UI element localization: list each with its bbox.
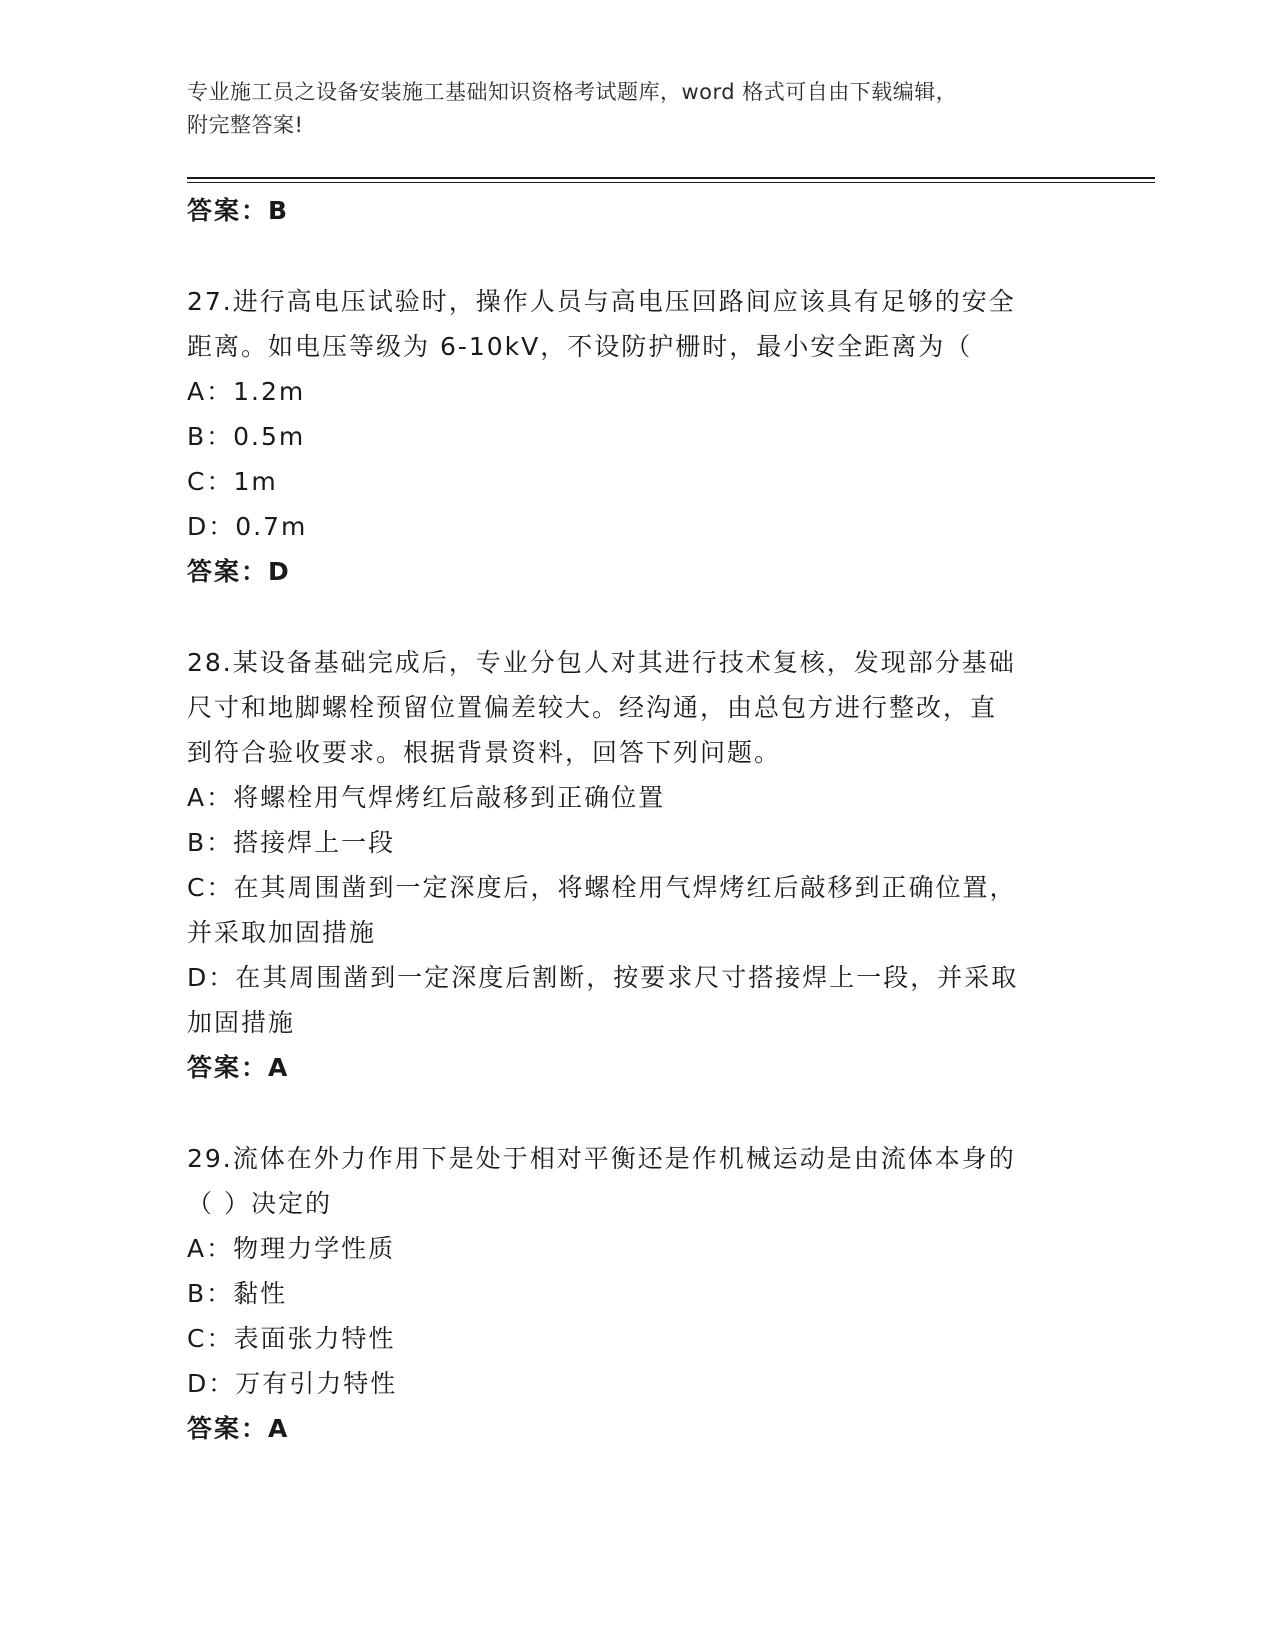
- question-27: [187, 279, 1087, 594]
- option-d-continued: 加固措施: [187, 1008, 296, 1037]
- question-stem-line: 距离。如电压等级为 6-10kV，不设防护栅时，最小安全距离为（: [187, 332, 973, 361]
- document-header: [187, 76, 1067, 142]
- option-a: A：1.2m: [187, 377, 306, 406]
- answer-line: 答案：A: [187, 1053, 290, 1082]
- previous-answer: 答案：B: [187, 196, 290, 225]
- spacer: [187, 233, 1087, 279]
- option-d: D：在其周围凿到一定深度后割断，按要求尺寸搭接焊上一段，并采取: [187, 963, 1019, 992]
- spacer: [187, 1090, 1087, 1136]
- header-divider-thin: [187, 182, 1155, 183]
- question-29: [187, 1136, 1087, 1451]
- option-a: A：物理力学性质: [187, 1234, 396, 1263]
- header-line-2: 附完整答案!: [187, 113, 304, 137]
- option-c: C：表面张力特性: [187, 1324, 396, 1353]
- question-28: [187, 640, 1087, 1090]
- answer-line: 答案：D: [187, 557, 291, 586]
- option-c: C：在其周围凿到一定深度后，将螺栓用气焊烤红后敲移到正确位置，: [187, 873, 1017, 902]
- question-stem-line: （ ）决定的: [187, 1189, 332, 1218]
- question-list: [187, 188, 1087, 1451]
- spacer: [187, 594, 1087, 640]
- option-c-continued: 并采取加固措施: [187, 918, 377, 947]
- question-stem-line: 28.某设备基础完成后，专业分包人对其进行技术复核，发现部分基础: [187, 648, 1016, 677]
- answer-line: 答案：A: [187, 1414, 290, 1443]
- question-stem-line: 到符合验收要求。根据背景资料，回答下列问题。: [187, 738, 782, 767]
- option-c: C：1m: [187, 467, 278, 496]
- header-line-1: 专业施工员之设备安装施工基础知识资格考试题库，word 格式可自由下载编辑，: [187, 80, 958, 104]
- question-stem-line: 尺寸和地脚螺栓预留位置偏差较大。经沟通，由总包方进行整改，直: [187, 693, 998, 722]
- question-stem-line: 27.进行高电压试验时，操作人员与高电压回路间应该具有足够的安全: [187, 287, 1016, 316]
- option-a: A：将螺栓用气焊烤红后敲移到正确位置: [187, 783, 666, 812]
- header-divider-thick: [187, 177, 1155, 179]
- option-d: D：万有引力特性: [187, 1369, 398, 1398]
- option-b: B：搭接焊上一段: [187, 828, 396, 857]
- option-b: B：0.5m: [187, 422, 306, 451]
- option-b: B：黏性: [187, 1279, 288, 1308]
- question-stem-line: 29.流体在外力作用下是处于相对平衡还是作机械运动是由流体本身的: [187, 1144, 1016, 1173]
- option-d: D：0.7m: [187, 512, 308, 541]
